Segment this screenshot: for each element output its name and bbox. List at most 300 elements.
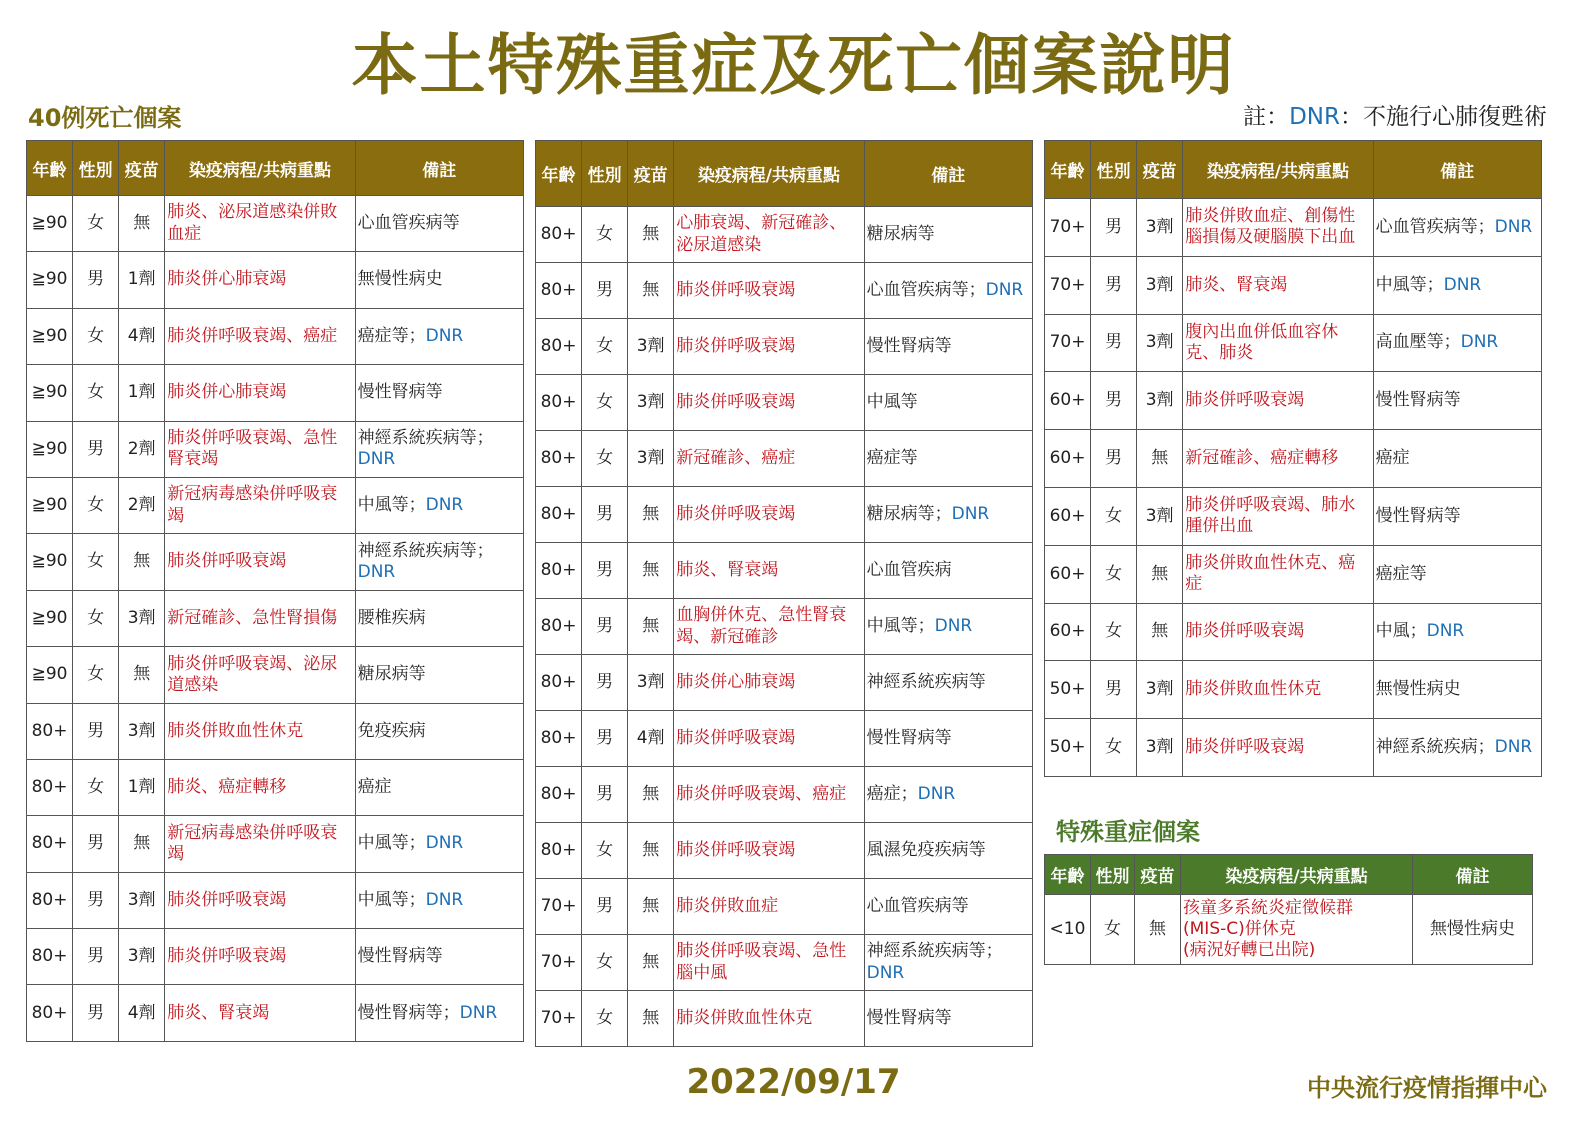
sex-cell: 男 bbox=[582, 767, 628, 823]
course-cell: 新冠病毒感染併呼吸衰竭 bbox=[165, 816, 355, 872]
vaccine-cell: 3劑 bbox=[1137, 719, 1183, 777]
vaccine-cell: 3劑 bbox=[119, 703, 165, 759]
remark-text: 心血管疾病等 bbox=[866, 895, 969, 916]
remark-cell bbox=[355, 534, 523, 590]
remark-text: 慢性腎病等 bbox=[1375, 505, 1461, 526]
remark-text: 高血壓等； bbox=[1375, 332, 1461, 353]
course-cell: 肺炎併呼吸衰竭、急性腎衰竭 bbox=[165, 421, 355, 477]
sex-cell: 男 bbox=[73, 252, 119, 308]
header-vaccine: 疫苗 bbox=[119, 141, 165, 196]
header-age: 年齡 bbox=[1045, 141, 1091, 199]
remark-text: 糖尿病等； bbox=[866, 503, 952, 524]
remark-cell bbox=[864, 487, 1032, 543]
header-vaccine: 疫苗 bbox=[628, 141, 674, 207]
dnr-tag: DNR bbox=[917, 783, 956, 804]
remark-cell: 無慢性病史 bbox=[1413, 895, 1533, 965]
course-cell: 肺炎併呼吸衰竭 bbox=[674, 711, 864, 767]
table-row bbox=[536, 879, 1033, 935]
remark-cell bbox=[1373, 487, 1541, 545]
sex-cell: 女 bbox=[73, 196, 119, 252]
remark-text: 中風； bbox=[1375, 621, 1427, 642]
note-prefix: 註： bbox=[1243, 104, 1290, 130]
sex-cell: 男 bbox=[582, 543, 628, 599]
vaccine-cell: 3劑 bbox=[1137, 372, 1183, 430]
course-cell: 肺炎併呼吸衰竭 bbox=[674, 263, 864, 319]
header-age: 年齡 bbox=[27, 141, 73, 196]
header-sex: 性別 bbox=[1091, 141, 1137, 199]
remark-text: 免疫疾病 bbox=[357, 720, 426, 741]
remark-cell bbox=[355, 985, 523, 1041]
sex-cell: 女 bbox=[582, 823, 628, 879]
remark-cell bbox=[864, 319, 1032, 375]
age-cell: 80+ bbox=[536, 487, 582, 543]
vaccine-cell: 4劑 bbox=[628, 711, 674, 767]
dnr-tag: DNR bbox=[425, 325, 464, 346]
remark-cell bbox=[864, 823, 1032, 879]
course-cell: 新冠確診、癌症轉移 bbox=[1183, 430, 1373, 488]
sex-cell: 男 bbox=[1091, 430, 1137, 488]
age-cell: 50+ bbox=[1045, 719, 1091, 777]
table-row bbox=[27, 477, 524, 533]
sex-cell: 女 bbox=[1091, 487, 1137, 545]
course-cell: 肺炎併呼吸衰竭 bbox=[1183, 603, 1373, 661]
vaccine-cell: 無 bbox=[628, 487, 674, 543]
age-cell: ≧90 bbox=[27, 590, 73, 646]
course-line: (病況好轉已出院) bbox=[1183, 940, 1316, 961]
age-cell: 80+ bbox=[536, 319, 582, 375]
vaccine-cell: 1劑 bbox=[119, 759, 165, 815]
vaccine-cell: 無 bbox=[119, 647, 165, 703]
table-row bbox=[536, 263, 1033, 319]
dnr-tag: DNR bbox=[1426, 621, 1465, 642]
age-cell: 80+ bbox=[536, 599, 582, 655]
remark-text: 神經系統疾病等； bbox=[357, 540, 494, 561]
vaccine-cell: 2劑 bbox=[119, 421, 165, 477]
table-row bbox=[536, 207, 1033, 263]
dnr-tag: DNR bbox=[357, 562, 396, 583]
vaccine-cell: 無 bbox=[119, 534, 165, 590]
remark-cell bbox=[355, 647, 523, 703]
sex-cell: 男 bbox=[73, 421, 119, 477]
remark-cell bbox=[864, 431, 1032, 487]
sex-cell: 男 bbox=[582, 487, 628, 543]
remark-text: 癌症； bbox=[866, 783, 918, 804]
header-age: 年齡 bbox=[536, 141, 582, 207]
vaccine-cell: 無 bbox=[628, 543, 674, 599]
vaccine-cell: 3劑 bbox=[119, 929, 165, 985]
table-row bbox=[27, 308, 524, 364]
dnr-tag: DNR bbox=[1494, 216, 1533, 237]
vaccine-cell: 4劑 bbox=[119, 308, 165, 364]
vaccine-cell: 無 bbox=[628, 823, 674, 879]
table-row bbox=[1045, 545, 1542, 603]
vaccine-cell: 無 bbox=[628, 935, 674, 991]
age-cell: 70+ bbox=[536, 879, 582, 935]
remark-text: 心血管疾病等； bbox=[866, 279, 986, 300]
remark-text: 慢性腎病等 bbox=[357, 382, 443, 403]
vaccine-cell: 2劑 bbox=[119, 477, 165, 533]
remark-cell bbox=[355, 590, 523, 646]
death-table-1 bbox=[26, 140, 524, 1042]
remark-text: 慢性腎病等； bbox=[357, 1002, 460, 1023]
age-cell: 80+ bbox=[27, 985, 73, 1041]
age-cell: 70+ bbox=[536, 991, 582, 1047]
course-cell: 肺炎併心肺衰竭 bbox=[165, 252, 355, 308]
table-row bbox=[536, 543, 1033, 599]
age-cell: 80+ bbox=[27, 872, 73, 928]
sex-cell: 男 bbox=[73, 929, 119, 985]
table-row bbox=[536, 711, 1033, 767]
date: 2022/09/17 bbox=[686, 1062, 901, 1102]
vaccine-cell: 無 bbox=[628, 991, 674, 1047]
table-row bbox=[27, 534, 524, 590]
sex-cell: 女 bbox=[73, 590, 119, 646]
remark-cell bbox=[1373, 430, 1541, 488]
table-row bbox=[536, 655, 1033, 711]
sex-cell: 女 bbox=[1091, 719, 1137, 777]
sex-cell: 男 bbox=[1091, 314, 1137, 372]
sex-cell: 男 bbox=[582, 711, 628, 767]
sex-cell: 男 bbox=[1091, 372, 1137, 430]
sex-cell: 男 bbox=[582, 879, 628, 935]
table-row bbox=[1045, 430, 1542, 488]
course-cell: 新冠確診、急性腎損傷 bbox=[165, 590, 355, 646]
age-cell: 70+ bbox=[536, 935, 582, 991]
vaccine-cell: 無 bbox=[1137, 430, 1183, 488]
table-row bbox=[27, 929, 524, 985]
table-header-row bbox=[27, 141, 524, 196]
severe-table bbox=[1044, 854, 1533, 965]
table-row bbox=[536, 767, 1033, 823]
remark-text: 癌症等 bbox=[1375, 563, 1427, 584]
sex-cell: 女 bbox=[582, 319, 628, 375]
remark-text: 中風等； bbox=[357, 495, 426, 516]
sex-cell: 男 bbox=[1091, 256, 1137, 314]
vaccine-cell: 3劑 bbox=[1137, 314, 1183, 372]
remark-cell bbox=[864, 599, 1032, 655]
remark-cell bbox=[864, 991, 1032, 1047]
age-cell: ≧90 bbox=[27, 534, 73, 590]
vaccine-cell: 3劑 bbox=[628, 655, 674, 711]
sex-cell: 男 bbox=[73, 872, 119, 928]
table-row bbox=[1045, 661, 1542, 719]
vaccine-cell: 無 bbox=[1135, 895, 1181, 965]
course-cell: 肺炎、腎衰竭 bbox=[165, 985, 355, 1041]
header-age: 年齡 bbox=[1045, 855, 1091, 895]
table-row bbox=[27, 196, 524, 252]
dnr-tag: DNR bbox=[1460, 332, 1499, 353]
sex-cell: 女 bbox=[582, 375, 628, 431]
header-course: 染疫病程/共病重點 bbox=[1181, 855, 1413, 895]
remark-text: 心血管疾病等 bbox=[357, 213, 460, 234]
remark-text: 風濕免疫疾病等 bbox=[866, 839, 986, 860]
header-remark: 備註 bbox=[1413, 855, 1533, 895]
table-row bbox=[27, 816, 524, 872]
remark-cell bbox=[864, 263, 1032, 319]
severe-section-title: 特殊重症個案 bbox=[1056, 818, 1200, 846]
sex-cell: 女 bbox=[582, 935, 628, 991]
remark-cell bbox=[864, 375, 1032, 431]
table-row bbox=[27, 590, 524, 646]
table-row bbox=[1045, 603, 1542, 661]
age-cell: 80+ bbox=[27, 759, 73, 815]
death-table-2 bbox=[535, 140, 1033, 1047]
sex-cell: 女 bbox=[1091, 545, 1137, 603]
course-cell: 新冠病毒感染併呼吸衰竭 bbox=[165, 477, 355, 533]
course-cell: 肺炎併敗血性休克、癌症 bbox=[1183, 545, 1373, 603]
remark-text: 中風等； bbox=[357, 889, 426, 910]
age-cell: ≧90 bbox=[27, 196, 73, 252]
course-cell: 肺炎併呼吸衰竭、泌尿道感染 bbox=[165, 647, 355, 703]
page-title: 本土特殊重症及死亡個案說明 bbox=[351, 27, 1236, 104]
remark-cell bbox=[864, 767, 1032, 823]
table-row bbox=[536, 991, 1033, 1047]
header-remark: 備註 bbox=[864, 141, 1032, 207]
table-row bbox=[27, 365, 524, 421]
course-cell: 肺炎併敗血症 bbox=[674, 879, 864, 935]
course-cell: 腹內出血併低血容休克、肺炎 bbox=[1183, 314, 1373, 372]
course-cell: 肺炎併敗血性休克 bbox=[674, 991, 864, 1047]
vaccine-cell: 3劑 bbox=[1137, 487, 1183, 545]
age-cell: 60+ bbox=[1045, 545, 1091, 603]
remark-cell bbox=[355, 365, 523, 421]
table-row bbox=[536, 487, 1033, 543]
vaccine-cell: 1劑 bbox=[119, 365, 165, 421]
dnr-note bbox=[1243, 98, 1547, 131]
table-row bbox=[1045, 256, 1542, 314]
table-row bbox=[536, 375, 1033, 431]
remark-text: 神經系統疾病等； bbox=[357, 428, 494, 448]
remark-text: 慢性腎病等 bbox=[866, 727, 952, 748]
course-cell: 新冠確診、癌症 bbox=[674, 431, 864, 487]
remark-text: 癌症等； bbox=[357, 325, 426, 346]
sex-cell: 男 bbox=[73, 985, 119, 1041]
sex-cell: 女 bbox=[582, 431, 628, 487]
age-cell: 80+ bbox=[27, 703, 73, 759]
sex-cell: 女 bbox=[73, 534, 119, 590]
header-sex: 性別 bbox=[1091, 855, 1135, 895]
age-cell: ≧90 bbox=[27, 252, 73, 308]
header-vaccine: 疫苗 bbox=[1137, 141, 1183, 199]
remark-cell bbox=[864, 935, 1032, 991]
age-cell: 60+ bbox=[1045, 603, 1091, 661]
age-cell: 60+ bbox=[1045, 430, 1091, 488]
course-cell: 肺炎併呼吸衰竭、肺水腫併出血 bbox=[1183, 487, 1373, 545]
remark-text: 癌症 bbox=[1375, 447, 1410, 468]
header-course: 染疫病程/共病重點 bbox=[165, 141, 355, 196]
remark-text: 無慢性病史 bbox=[1375, 679, 1461, 700]
vaccine-cell: 1劑 bbox=[119, 252, 165, 308]
remark-cell bbox=[1373, 372, 1541, 430]
remark-cell bbox=[1373, 256, 1541, 314]
dnr-tag: DNR bbox=[951, 503, 990, 524]
sex-cell: 女 bbox=[73, 308, 119, 364]
remark-cell bbox=[355, 421, 523, 477]
sex-cell: 女 bbox=[582, 207, 628, 263]
course-cell: 肺炎併呼吸衰竭 bbox=[165, 534, 355, 590]
vaccine-cell: 3劑 bbox=[628, 375, 674, 431]
course-cell: 血胸併休克、急性腎衰竭、新冠確診 bbox=[674, 599, 864, 655]
dnr-tag: DNR bbox=[1443, 274, 1482, 295]
table-row bbox=[536, 319, 1033, 375]
age-cell: 80+ bbox=[27, 929, 73, 985]
vaccine-cell: 無 bbox=[628, 879, 674, 935]
remark-text: 神經系統疾病等； bbox=[866, 941, 1003, 962]
dnr-tag: DNR bbox=[425, 889, 464, 910]
remark-cell bbox=[355, 872, 523, 928]
table-row bbox=[536, 599, 1033, 655]
vaccine-cell: 無 bbox=[628, 599, 674, 655]
remark-cell bbox=[864, 543, 1032, 599]
course-line: (MIS-C)併休克 bbox=[1183, 918, 1296, 939]
course-cell: 肺炎併呼吸衰竭 bbox=[165, 929, 355, 985]
header-course: 染疫病程/共病重點 bbox=[674, 141, 864, 207]
remark-text: 糖尿病等 bbox=[357, 664, 426, 685]
remark-text: 中風等； bbox=[1375, 274, 1444, 295]
table-row bbox=[1045, 487, 1542, 545]
remark-cell bbox=[355, 308, 523, 364]
vaccine-cell: 無 bbox=[1137, 603, 1183, 661]
course-cell: 肺炎併呼吸衰竭 bbox=[674, 375, 864, 431]
age-cell: 80+ bbox=[536, 207, 582, 263]
age-cell: ≧90 bbox=[27, 365, 73, 421]
remark-text: 中風等； bbox=[357, 833, 426, 854]
table-row bbox=[27, 759, 524, 815]
course-cell: 肺炎併呼吸衰竭 bbox=[674, 319, 864, 375]
vaccine-cell: 3劑 bbox=[628, 431, 674, 487]
death-section-title: 40例死亡個案 bbox=[28, 104, 182, 132]
table-row bbox=[1045, 199, 1542, 257]
remark-cell bbox=[864, 207, 1032, 263]
remark-text: 糖尿病等 bbox=[866, 223, 935, 244]
remark-cell bbox=[355, 816, 523, 872]
remark-cell bbox=[355, 477, 523, 533]
vaccine-cell: 3劑 bbox=[628, 319, 674, 375]
vaccine-cell: 無 bbox=[119, 196, 165, 252]
remark-cell bbox=[1373, 199, 1541, 257]
table-row bbox=[27, 421, 524, 477]
agency-name: 中央流行疫情指揮中心 bbox=[1307, 1074, 1547, 1102]
course-cell: 肺炎併呼吸衰竭、癌症 bbox=[165, 308, 355, 364]
remark-text: 中風等； bbox=[866, 615, 935, 636]
vaccine-cell: 4劑 bbox=[119, 985, 165, 1041]
age-cell: 80+ bbox=[536, 823, 582, 879]
sex-cell: 男 bbox=[582, 263, 628, 319]
course-cell: 肺炎併心肺衰竭 bbox=[674, 655, 864, 711]
age-cell: 80+ bbox=[536, 431, 582, 487]
sex-cell: 女 bbox=[1091, 895, 1135, 965]
vaccine-cell: 無 bbox=[628, 207, 674, 263]
remark-cell bbox=[1373, 314, 1541, 372]
remark-text: 癌症 bbox=[357, 776, 392, 797]
course-cell: 肺炎併呼吸衰竭 bbox=[165, 872, 355, 928]
table-row bbox=[1045, 719, 1542, 777]
course-cell bbox=[1181, 895, 1413, 965]
course-cell: 肺炎、腎衰竭 bbox=[1183, 256, 1373, 314]
remark-cell bbox=[1373, 661, 1541, 719]
table-header-row bbox=[1045, 141, 1542, 199]
age-cell: 80+ bbox=[27, 816, 73, 872]
remark-cell bbox=[355, 759, 523, 815]
sex-cell: 女 bbox=[73, 647, 119, 703]
age-cell: ≧90 bbox=[27, 308, 73, 364]
header-vaccine: 疫苗 bbox=[1135, 855, 1181, 895]
table-row bbox=[536, 935, 1033, 991]
remark-text: 慢性腎病等 bbox=[1375, 390, 1461, 411]
death-table-3 bbox=[1044, 140, 1542, 777]
table-row bbox=[27, 985, 524, 1041]
remark-cell bbox=[864, 711, 1032, 767]
header-remark: 備註 bbox=[355, 141, 523, 196]
dnr-tag: DNR bbox=[1494, 736, 1533, 757]
note-suffix: ：不施行心肺復甦術 bbox=[1340, 104, 1547, 130]
table-row bbox=[536, 431, 1033, 487]
course-cell: 肺炎併呼吸衰竭、癌症 bbox=[674, 767, 864, 823]
age-cell: 70+ bbox=[1045, 256, 1091, 314]
dnr-tag: DNR bbox=[459, 1002, 498, 1023]
table-row bbox=[1045, 314, 1542, 372]
course-cell: 肺炎併呼吸衰竭 bbox=[674, 823, 864, 879]
table-row bbox=[27, 872, 524, 928]
course-cell: 肺炎併敗血性休克 bbox=[165, 703, 355, 759]
age-cell: 80+ bbox=[536, 375, 582, 431]
sex-cell: 女 bbox=[1091, 603, 1137, 661]
remark-cell bbox=[355, 929, 523, 985]
course-cell: 肺炎併敗血性休克 bbox=[1183, 661, 1373, 719]
course-cell: 肺炎、腎衰竭 bbox=[674, 543, 864, 599]
dnr-tag: DNR bbox=[985, 279, 1024, 300]
age-cell: 70+ bbox=[1045, 314, 1091, 372]
remark-cell bbox=[355, 703, 523, 759]
remark-cell bbox=[1373, 545, 1541, 603]
remark-text: 無慢性病史 bbox=[357, 269, 443, 290]
sex-cell: 男 bbox=[582, 655, 628, 711]
vaccine-cell: 3劑 bbox=[1137, 256, 1183, 314]
course-cell: 肺炎、癌症轉移 bbox=[165, 759, 355, 815]
table-row bbox=[1045, 895, 1533, 965]
sex-cell: 女 bbox=[73, 477, 119, 533]
dnr-tag: DNR bbox=[425, 833, 464, 854]
age-cell: ≧90 bbox=[27, 647, 73, 703]
remark-text: 神經系統疾病； bbox=[1375, 736, 1495, 757]
course-cell: 肺炎併心肺衰竭 bbox=[165, 365, 355, 421]
sex-cell: 男 bbox=[73, 816, 119, 872]
vaccine-cell: 3劑 bbox=[119, 590, 165, 646]
vaccine-cell: 3劑 bbox=[1137, 661, 1183, 719]
table-header-row bbox=[536, 141, 1033, 207]
table-row bbox=[27, 647, 524, 703]
table-row bbox=[1045, 372, 1542, 430]
age-cell: 80+ bbox=[536, 655, 582, 711]
age-cell: 80+ bbox=[536, 263, 582, 319]
vaccine-cell: 3劑 bbox=[1137, 199, 1183, 257]
course-cell: 肺炎併呼吸衰竭 bbox=[1183, 372, 1373, 430]
table-row bbox=[536, 823, 1033, 879]
sex-cell: 男 bbox=[1091, 199, 1137, 257]
dnr-tag: DNR bbox=[425, 495, 464, 516]
vaccine-cell: 無 bbox=[119, 816, 165, 872]
header-remark: 備註 bbox=[1373, 141, 1541, 199]
sex-cell: 女 bbox=[582, 991, 628, 1047]
remark-cell bbox=[355, 196, 523, 252]
remark-text: 慢性腎病等 bbox=[866, 1007, 952, 1028]
age-cell: 60+ bbox=[1045, 487, 1091, 545]
course-cell: 肺炎併呼吸衰竭 bbox=[1183, 719, 1373, 777]
age-cell: 60+ bbox=[1045, 372, 1091, 430]
age-cell: 50+ bbox=[1045, 661, 1091, 719]
table-row bbox=[27, 703, 524, 759]
remark-cell bbox=[1373, 603, 1541, 661]
